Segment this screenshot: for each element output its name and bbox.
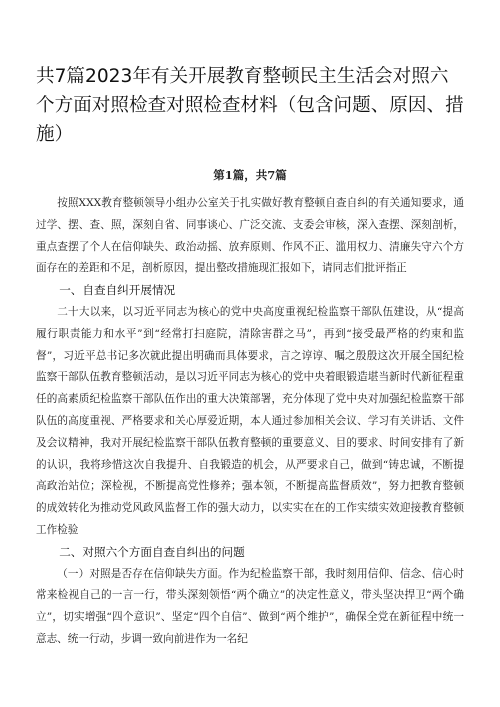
section-heading-1: 一、自查自纠开展情况 [59,283,176,298]
section-1-body: 二十大以来，以习近平同志为核心的党中央高度重视纪检监察干部队伍建设，从“提高履行职责能力和水平”到“经常打扫庭院，清除害群之马”，再到“接受最严格的约束和监督”，习近平总书记多次就此提出明确而具体要求，言之谆谆、嘱之殷殷这次开展全国纪检监察干部队伍教育整顿活动，是以习近平同志为核心的党中央着眼锻造堪当新时代新征程重任的高素质纪检监察干部队伍作出的重大决策部署，充分体现了党中央对加强纪检监察干部队伍的高度重视、严格要求和关心厚爱近期，本人通过参加相关会议、学习有关讲话、文件及会议精神，我对开展纪检监察干部队伍教育整顿的重要意义、目的要求、时间安排有了新的认识，我将珍惜这次自我提升、自我锻造的机会，从严要求自己，做到“铸忠诚，不断提高政治站位；深检视，不断提高党性修养；强本领，不断提高监督质效”，努力把教育整顿的成效转化为推动党风政风监督工作的强大动力，以实实在在的工作实绩实效迎接教育整顿工作检验 [36,305,464,536]
section-2-paragraph-1: （一）对照是否存在信仰缺失方面。作为纪检监察干部，我时刻用信仰、信念、信心时常来检视自己的一言一行，带头深刻领悟“两个确立”的决定性意义，带头坚决捍卫“两个确立”，切实增强“四个意识”、坚定“四个自信”、做到“两个维护”，确保全党在新征程中统一意志、统一行动，步调一致向前进作为一名纪 [36,567,464,645]
section-heading-2: 二、对照六个方面自查自纠出的问题 [59,544,245,559]
intro-paragraph: 按照XXX教育整顿领导小组办公室关于扎实做好教育整顿自查自纠的有关通知要求，通过学、摆、查、照，深刻自省、同事谈心、广泛交流、支委会审核，深入查摆、深刻剖析，重点查摆了个人在信仰缺失、政治动摇、放弃原则、作风不正、滥用权力、清廉失守六个方面存在的差距和不足，剖析原因，提出整改措施现汇报如下，请同志们批评指正 [36,197,464,275]
document-title: 共7篇2023年有关开展教育整顿民主生活会对照六个方面对照检查对照检查材料（包含问题、原因、措施） [36,66,464,145]
part-indicator: 第1篇，共7篇 [213,168,287,182]
